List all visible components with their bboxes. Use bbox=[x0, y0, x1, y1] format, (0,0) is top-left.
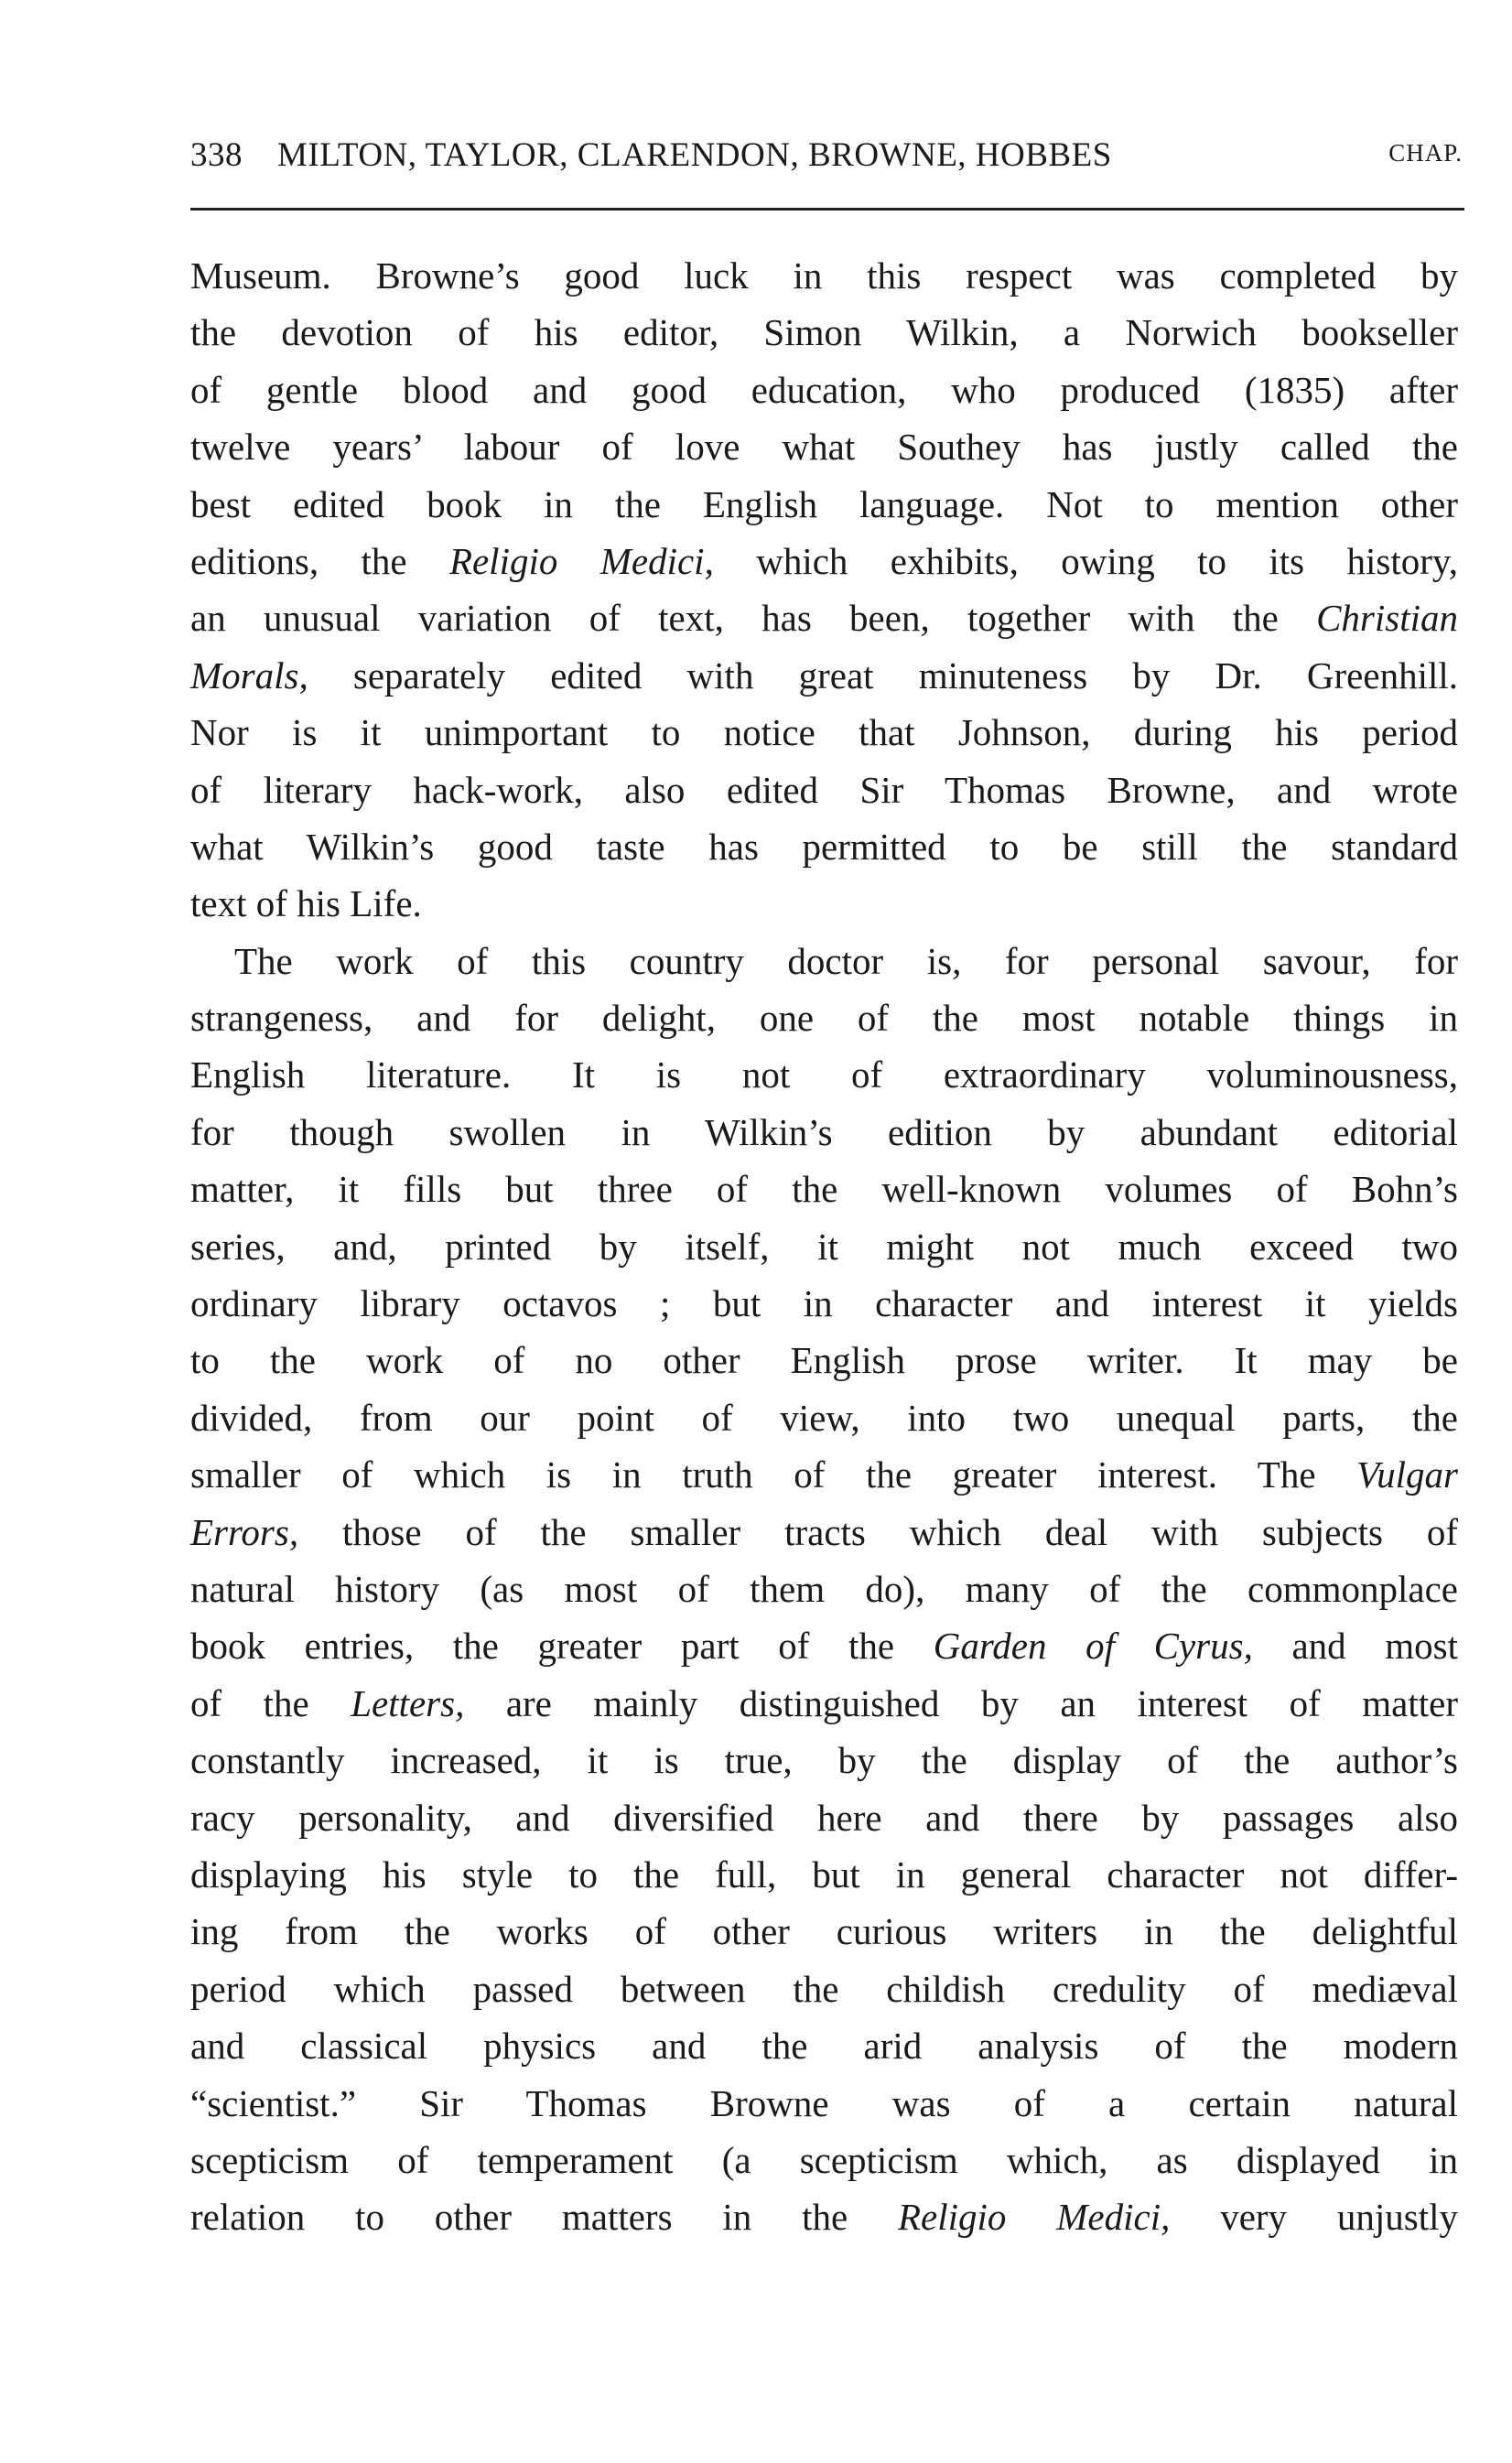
text-line bbox=[190, 1561, 1458, 1617]
body-text bbox=[190, 247, 1458, 2246]
text-segment: series, and, printed by itself, it might not much exceed two bbox=[190, 1225, 1458, 1268]
text-segment: constantly increased, it is true, by the display of the author’s bbox=[190, 1739, 1458, 1782]
chapter-label: CHAP. bbox=[1388, 139, 1463, 167]
text-line bbox=[190, 247, 1458, 304]
text-line bbox=[190, 875, 1458, 932]
text-line bbox=[190, 2132, 1458, 2188]
text-segment: twelve years’ labour of love what Southey has justly called the bbox=[190, 426, 1458, 469]
text-segment: which exhibits, owing to its history, bbox=[713, 539, 1459, 582]
italic-title: Morals, bbox=[190, 654, 308, 697]
text-segment: relation to other matters in the bbox=[190, 2196, 899, 2239]
text-line bbox=[190, 1504, 1458, 1561]
italic-title: Religio Medici, bbox=[898, 2196, 1171, 2239]
text-line bbox=[190, 1961, 1458, 2017]
text-line bbox=[190, 933, 1458, 989]
italic-title: Vulgar bbox=[1356, 1453, 1458, 1496]
text-line bbox=[190, 1732, 1458, 1788]
text-line bbox=[190, 1046, 1458, 1103]
italic-title: Letters, bbox=[351, 1681, 465, 1724]
text-segment: ing from the works of other curious writers in the delightful bbox=[190, 1910, 1458, 1953]
text-segment: period which passed between the childish credulity of mediæval bbox=[190, 1967, 1458, 2010]
text-line bbox=[190, 989, 1458, 1046]
text-line bbox=[190, 1446, 1458, 1503]
page-number: 338 bbox=[190, 136, 243, 174]
text-segment: smaller of which is in truth of the greater interest. The bbox=[190, 1453, 1357, 1496]
text-line bbox=[190, 1104, 1458, 1161]
text-segment: Nor is it unimportant to notice that Johnson, during his period bbox=[190, 711, 1458, 754]
text-line bbox=[190, 1675, 1458, 1732]
text-segment: are mainly distinguished by an interest of matter bbox=[464, 1681, 1458, 1724]
text-segment: and most bbox=[1252, 1625, 1459, 1668]
text-segment: ordinary library octavos ; but in character and interest it yields bbox=[190, 1282, 1458, 1325]
text-segment: book entries, the greater part of the bbox=[190, 1625, 934, 1668]
text-segment: to the work of no other English prose writer. It may be bbox=[190, 1339, 1458, 1382]
text-segment: and classical physics and the arid analysis of the modern bbox=[190, 2025, 1458, 2068]
text-segment: those of the smaller tracts which deal with subjects of bbox=[298, 1510, 1458, 1553]
text-segment: English literature. It is not of extraordinary voluminousness, bbox=[190, 1053, 1458, 1096]
text-line bbox=[190, 704, 1458, 761]
text-line bbox=[190, 1161, 1458, 1217]
text-line bbox=[190, 2188, 1458, 2245]
text-segment: editions, the bbox=[190, 539, 449, 582]
text-segment: for though swollen in Wilkin’s edition by abundant editorial bbox=[190, 1110, 1458, 1153]
text-line bbox=[190, 1218, 1458, 1275]
italic-title: Garden of Cyrus, bbox=[933, 1625, 1253, 1668]
header-rule bbox=[190, 208, 1464, 211]
text-segment: of literary hack-work, also edited Sir Thomas Browne, and wrote bbox=[190, 768, 1458, 811]
text-segment: an unusual variation of text, has been, together with the bbox=[190, 597, 1317, 640]
text-segment: matter, it fills but three of the well-known volumes of Bohn’s bbox=[190, 1168, 1458, 1211]
text-segment: very unjustly bbox=[1170, 2196, 1459, 2239]
text-segment: what Wilkin’s good taste has permitted to be still the standard bbox=[190, 825, 1458, 868]
text-segment: “scientist.” Sir Thomas Browne was of a certain natural bbox=[190, 2081, 1458, 2124]
text-segment: separately edited with great minuteness by Dr. Greenhill. bbox=[308, 654, 1458, 697]
text-line bbox=[190, 476, 1458, 533]
text-line bbox=[190, 362, 1458, 418]
text-line bbox=[190, 589, 1458, 646]
text-line bbox=[190, 1789, 1458, 1846]
text-segment: natural history (as most of them do), many of the commonplace bbox=[190, 1567, 1458, 1610]
italic-title: Christian bbox=[1316, 597, 1458, 640]
text-line bbox=[190, 818, 1458, 875]
text-segment: of gentle blood and good education, who produced (1835) after bbox=[190, 368, 1458, 411]
text-line bbox=[190, 762, 1458, 818]
running-title: MILTON, TAYLOR, CLARENDON, BROWNE, HOBBES bbox=[277, 136, 1112, 174]
text-line bbox=[190, 1846, 1458, 1903]
text-line bbox=[190, 304, 1458, 361]
text-segment: Museum. Browne’s good luck in this respect was completed by bbox=[190, 254, 1458, 297]
text-segment: strangeness, and for delight, one of the most notable things in bbox=[190, 997, 1458, 1040]
text-line bbox=[190, 1617, 1458, 1674]
text-line bbox=[190, 1389, 1458, 1446]
text-segment: scepticism of temperament (a scepticism which, as displayed in bbox=[190, 2138, 1458, 2181]
text-segment: divided, from our point of view, into two unequal parts, the bbox=[190, 1396, 1458, 1439]
text-segment: text of his Life. bbox=[190, 882, 422, 925]
text-line bbox=[190, 2017, 1458, 2074]
text-line bbox=[190, 1903, 1458, 1960]
text-line bbox=[190, 418, 1458, 475]
running-header bbox=[190, 135, 1463, 181]
text-segment: displaying his style to the full, but in general character not differ- bbox=[190, 1853, 1458, 1896]
text-segment: best edited book in the English language. Not to mention other bbox=[190, 482, 1458, 525]
text-segment: The work of this country doctor is, for personal savour, for bbox=[234, 939, 1458, 982]
text-line bbox=[190, 2075, 1458, 2132]
text-line bbox=[190, 1275, 1458, 1332]
text-line bbox=[190, 533, 1458, 589]
italic-title: Errors, bbox=[190, 1510, 299, 1553]
italic-title: Religio Medici, bbox=[448, 539, 714, 582]
text-line bbox=[190, 647, 1458, 704]
text-line bbox=[190, 1332, 1458, 1388]
text-segment: of the bbox=[190, 1681, 351, 1724]
text-segment: the devotion of his editor, Simon Wilkin, a Norwich bookseller bbox=[190, 311, 1458, 354]
text-segment: racy personality, and diversified here and there by passages also bbox=[190, 1796, 1458, 1839]
